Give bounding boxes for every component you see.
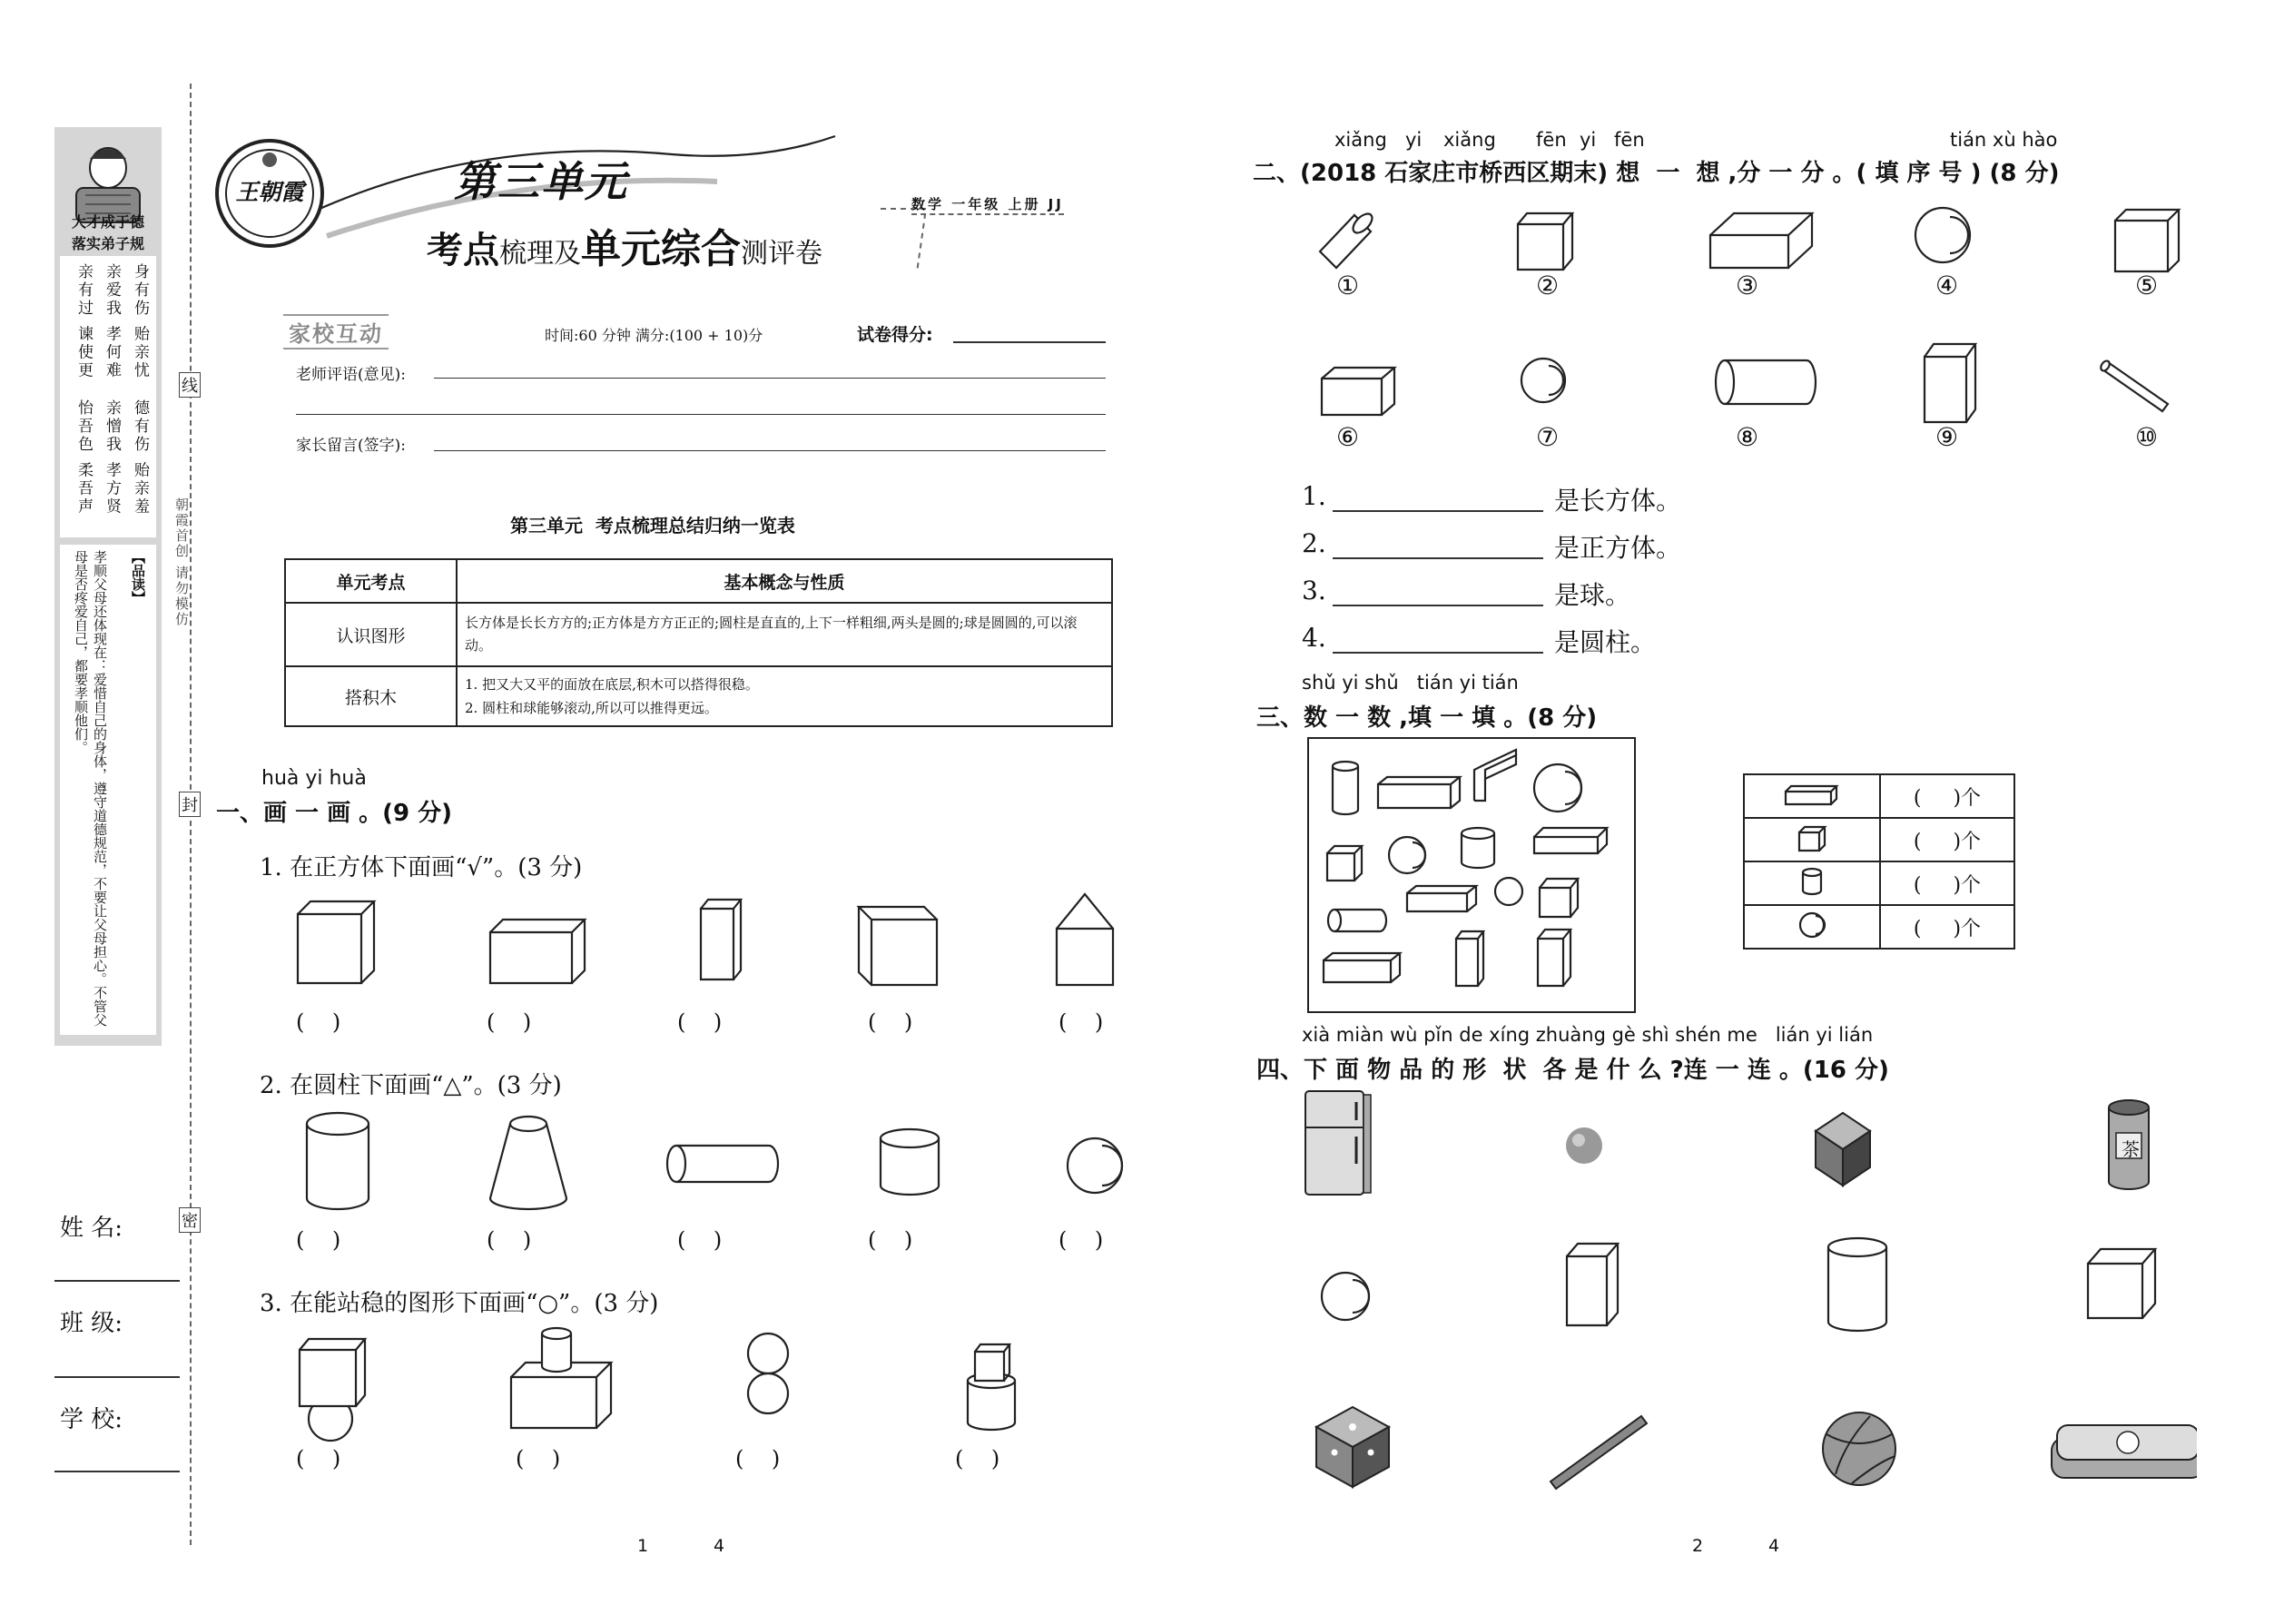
s3-cuboid-3 — [1407, 886, 1476, 911]
s4-objects-row-2 — [1289, 1398, 2197, 1498]
s3-row-4-count[interactable]: ( )个 — [1880, 905, 2014, 949]
teacher-comment-label: 老师评语(意见): — [296, 366, 406, 384]
s1-q3-paren-2[interactable]: ( ) — [516, 1446, 561, 1471]
parent-comment-field[interactable] — [434, 450, 1106, 451]
s1-q2-paren-3[interactable]: ( ) — [677, 1227, 723, 1253]
s1-q2-paren-5[interactable]: ( ) — [1058, 1227, 1104, 1253]
s4-target-cube[interactable] — [2088, 1249, 2155, 1318]
s2-shape-4-sphere — [1915, 208, 1970, 262]
shape-cube-on-cylinder — [968, 1344, 1015, 1430]
s2-pinyin-5: yi — [1580, 129, 1597, 151]
shape-tall-cuboid — [701, 900, 741, 979]
s1-pinyin: huà yi huà — [261, 767, 367, 790]
s3-cylinder-2 — [1462, 828, 1494, 868]
s1-q1: 1. 在正方体下面画“√”。(3 分) — [260, 854, 583, 881]
s3-title: 三、数 一 数 ,填 一 填 。(8 分) — [1256, 704, 1598, 732]
subtitle-part-3: 及 — [554, 238, 581, 270]
shape-cube — [298, 901, 374, 983]
sphere-icon — [1796, 909, 1828, 941]
s2-fill-2-text: 是正方体。 — [1554, 533, 1682, 563]
cuboid-icon — [1780, 781, 1844, 808]
s2-shape-1-slanted-cylinder — [1320, 211, 1375, 268]
s4-objects-row-1 — [1289, 1086, 2197, 1204]
shape-horizontal-cylinder — [667, 1146, 778, 1182]
summary-table — [284, 558, 1113, 727]
logo-text: 王朝霞 — [235, 179, 304, 205]
school-label: 学 校: — [60, 1406, 123, 1433]
sidebar-poem-2: 亲有过 谏使更 — [74, 263, 93, 380]
s1-q1-paren-4[interactable]: ( ) — [868, 1009, 913, 1035]
s3-row-1-icon — [1744, 774, 1880, 818]
s1-q1-paren-5[interactable]: ( ) — [1058, 1009, 1104, 1035]
s3-sphere-2 — [1389, 837, 1425, 873]
s2-title: 二、(2018 石家庄市桥西区期末) 想 一 想 ,分 一 分 。( 填 序 号 ) (8 分) — [1253, 160, 2060, 187]
s1-q2-paren-4[interactable]: ( ) — [868, 1227, 913, 1253]
page-number-right-2: 4 — [1768, 1536, 1780, 1556]
subtitle-part-5: 测评卷 — [741, 238, 822, 270]
name-label: 姓 名: — [60, 1215, 123, 1242]
s1-q3: 3. 在能站稳的图形下面画“○”。(3 分) — [260, 1290, 659, 1317]
score-field[interactable] — [953, 341, 1106, 343]
s2-pinyin-2: yi — [1405, 129, 1423, 151]
dice-picture — [1316, 1407, 1389, 1487]
shape-sphere — [1068, 1138, 1122, 1193]
summary-row-2-desc: 1. 把又大又平的面放在底层,积木可以搭得很稳。 2. 圆柱和球能够滚动,所以可以推得更远。 — [457, 666, 1112, 726]
summary-header-desc: 基本概念与性质 — [457, 559, 1112, 603]
s3-cube-2 — [1540, 879, 1578, 917]
cube-icon — [1794, 822, 1830, 854]
s2-shape-6-cuboid — [1322, 368, 1394, 415]
cut-mark-1: 线 — [179, 372, 201, 398]
s3-row-1-count[interactable]: ( )个 — [1880, 774, 2014, 818]
shape-cube-on-sphere — [300, 1339, 365, 1441]
shape-cube-2 — [859, 907, 937, 985]
s1-q1-shapes — [272, 885, 1162, 994]
s2-label-1: ① — [1336, 271, 1360, 300]
s2-label-2: ② — [1536, 271, 1560, 300]
score-label: 试卷得分: — [857, 325, 933, 345]
sidebar-poem-3: 德有伤 贻亲羞 — [131, 399, 149, 517]
s2-shape-9-tall-cuboid — [1925, 344, 1975, 422]
s3-tall-cuboid-1 — [1456, 931, 1483, 986]
s4-target-sphere[interactable] — [1322, 1273, 1369, 1320]
s2-pinyin-1: xiǎng — [1334, 129, 1387, 151]
subtitle-part-2: 梳理 — [499, 238, 554, 270]
pencil-box-picture — [2052, 1425, 2197, 1478]
s1-q1-paren-1[interactable]: ( ) — [296, 1009, 341, 1035]
s2-pinyin-3: xiǎng — [1443, 129, 1496, 151]
s2-fill-1-text: 是长方体。 — [1554, 486, 1682, 516]
shape-two-spheres — [748, 1334, 788, 1413]
unit-title: 第三单元 — [454, 157, 628, 206]
s2-shape-5-cube — [2115, 210, 2179, 271]
s1-q2-paren-2[interactable]: ( ) — [487, 1227, 532, 1253]
volleyball-picture — [1823, 1412, 1895, 1485]
summary-row-1-topic: 认识图形 — [285, 603, 457, 666]
s3-sphere-1 — [1534, 764, 1581, 812]
shape-frustum — [490, 1117, 566, 1209]
s3-row-3-count[interactable]: ( )个 — [1880, 861, 2014, 905]
jiaxiao-badge: 家校互动 — [283, 314, 389, 349]
sidebar-pindu-label: 【品读】 — [130, 550, 146, 605]
s2-shapes-row-1 — [1298, 195, 2188, 277]
s1-q3-paren-3[interactable]: ( ) — [735, 1446, 781, 1471]
ball-picture — [1566, 1127, 1602, 1164]
s2-shape-10-stick — [2099, 359, 2168, 411]
s4-target-cylinder[interactable] — [1828, 1238, 1886, 1331]
sidebar-poem-4: 亲爱我 孝何难 — [103, 263, 121, 380]
sidebar-pindu-text: 孝顺父母还体现在：爱惜自己的身体，遵守道德规范，不要让父母担心。不管父母是否疼爱自己，都要孝顺他们。 — [73, 550, 108, 1027]
s4-title: 四、下 面 物 品 的 形 状 各 是 什 么 ?连 一 连 。(16 分) — [1256, 1057, 1889, 1084]
shape-cylinder-on-cuboid — [511, 1328, 611, 1428]
s2-shape-7-sphere — [1521, 359, 1565, 402]
s2-label-3: ③ — [1736, 271, 1759, 300]
s1-q1-paren-3[interactable]: ( ) — [677, 1009, 723, 1035]
s3-row-2-count[interactable]: ( )个 — [1880, 818, 2014, 861]
name-field[interactable] — [54, 1280, 180, 1282]
s2-shapes-row-2 — [1298, 340, 2188, 427]
s2-label-4: ④ — [1935, 271, 1959, 300]
s2-shape-3-long-cuboid — [1710, 213, 1812, 268]
s2-shape-2-cube — [1518, 213, 1572, 270]
exam-time: 时间:60 分钟 满分:(100 + 10)分 — [545, 327, 763, 344]
s3-row-2-icon — [1744, 818, 1880, 861]
s1-q3-paren-4[interactable]: ( ) — [955, 1446, 1000, 1471]
s2-fill-3-text: 是球。 — [1554, 580, 1631, 610]
subtitle-part-1: 考点 — [427, 229, 499, 271]
s3-row-3-icon — [1744, 861, 1880, 905]
fridge-picture — [1305, 1091, 1371, 1195]
s2-label-5: ⑤ — [2135, 271, 2159, 300]
cylinder-icon — [1796, 865, 1828, 898]
s1-title: 一、画 一 画 。(9 分) — [216, 800, 453, 827]
shape-cylinder — [307, 1113, 369, 1209]
s3-sphere-3 — [1495, 878, 1522, 905]
s2-label-10: ⑩ — [2135, 422, 2159, 452]
s2-fill-1-number: 1. — [1302, 481, 1326, 511]
sidebar-poem-5: 亲憎我 孝方贤 — [103, 399, 121, 517]
watermark-text: 朝霞首创 请勿模仿 — [173, 497, 190, 627]
s3-cube-1 — [1327, 846, 1362, 881]
stick-picture — [1551, 1416, 1647, 1489]
s4-pinyin: xià miàn wù pǐn de xíng zhuàng gè shì shén me lián yi lián — [1302, 1024, 1874, 1046]
sidebar-poem-1: 身有伤 贻亲忧 — [131, 263, 149, 380]
s2-label-7: ⑦ — [1536, 422, 1560, 452]
s2-label-6: ⑥ — [1336, 422, 1360, 452]
s4-shapes-row — [1289, 1225, 2197, 1343]
s2-fill-3-number: 3. — [1302, 576, 1326, 605]
s3-row-4-icon — [1744, 905, 1880, 949]
summary-header-topic: 单元考点 — [285, 559, 457, 603]
s2-fill-4-number: 4. — [1302, 623, 1326, 653]
s1-q2-shapes — [272, 1107, 1162, 1216]
s3-l-block — [1474, 750, 1516, 801]
parent-comment-label: 家长留言(签字): — [296, 437, 406, 455]
s2-pinyin-7: tián xù hào — [1950, 129, 2058, 151]
sidebar-poem-6: 怡吾色 柔吾声 — [74, 399, 93, 517]
teacher-comment-line-2[interactable] — [296, 414, 1106, 415]
summary-row-2-topic: 搭积木 — [285, 666, 457, 726]
subject-meta: 数学 一年级 上册 JJ — [911, 194, 1064, 215]
s2-fill-2-number: 2. — [1302, 528, 1326, 558]
page-subtitle — [427, 216, 822, 274]
s2-fill-1-blank[interactable] — [1333, 510, 1543, 512]
s2-pinyin-6: fēn — [1614, 129, 1645, 151]
page-number-right-1: 2 — [1692, 1536, 1704, 1556]
cut-mark-2: 封 — [179, 792, 201, 817]
s4-target-cuboid[interactable] — [1567, 1244, 1618, 1325]
sidebar-banner-1: 大才成于德 — [71, 213, 144, 231]
shape-short-cylinder — [881, 1129, 939, 1195]
s2-shape-8-horizontal-cylinder — [1716, 360, 1816, 404]
s3-cuboid-1 — [1378, 777, 1460, 808]
teacher-comment-field[interactable] — [434, 378, 1106, 379]
shape-cuboid — [490, 920, 585, 983]
s2-pinyin-4: fēn — [1536, 129, 1567, 151]
class-label: 班 级: — [60, 1310, 123, 1337]
s2-label-9: ⑨ — [1935, 422, 1959, 452]
s1-q1-paren-2[interactable]: ( ) — [487, 1009, 532, 1035]
summary-row-1-desc: 长方体是长长方方的;正方体是方方正正的;圆柱是直直的,上下一样粗细,两头是圆的;球是圆圆的,可以滚动。 — [457, 603, 1112, 666]
s1-q3-paren-1[interactable]: ( ) — [296, 1446, 341, 1471]
school-field[interactable] — [54, 1471, 180, 1472]
page-number-left-2: 4 — [714, 1536, 725, 1556]
s3-cuboid-2 — [1534, 828, 1607, 853]
s3-picture — [1307, 737, 1634, 1009]
tea-can-label: 茶 — [2122, 1138, 2140, 1160]
sidebar-banner-2: 落实弟子规 — [71, 235, 144, 252]
s3-count-table — [1743, 773, 2015, 950]
s2-fill-4-blank[interactable] — [1333, 652, 1543, 654]
s1-q2: 2. 在圆柱下面画“△”。(3 分) — [260, 1072, 562, 1099]
s3-pinyin: shǔ yi shǔ tián yi tián — [1302, 672, 1519, 694]
s2-fill-3-blank[interactable] — [1333, 605, 1543, 606]
rubiks-cube-picture — [1816, 1113, 1870, 1186]
page-number-left-1: 1 — [637, 1536, 649, 1556]
s2-fill-4-text: 是圆柱。 — [1554, 627, 1657, 657]
s2-fill-2-blank[interactable] — [1333, 557, 1543, 559]
subtitle-part-4: 单元综合 — [581, 226, 741, 272]
class-field[interactable] — [54, 1376, 180, 1378]
shape-house — [1057, 894, 1113, 985]
s1-q3-shapes — [272, 1321, 1089, 1448]
s1-q2-paren-1[interactable]: ( ) — [296, 1227, 341, 1253]
cut-mark-3: 密 — [179, 1207, 201, 1233]
s3-cylinder-3 — [1328, 910, 1386, 931]
s3-cylinder-1 — [1333, 762, 1358, 814]
s3-cuboid-4 — [1324, 953, 1400, 982]
summary-title: 第三单元 考点梳理总结归纳一览表 — [510, 515, 795, 536]
s2-label-8: ⑧ — [1736, 422, 1759, 452]
s3-tall-cuboid-2 — [1538, 930, 1570, 986]
